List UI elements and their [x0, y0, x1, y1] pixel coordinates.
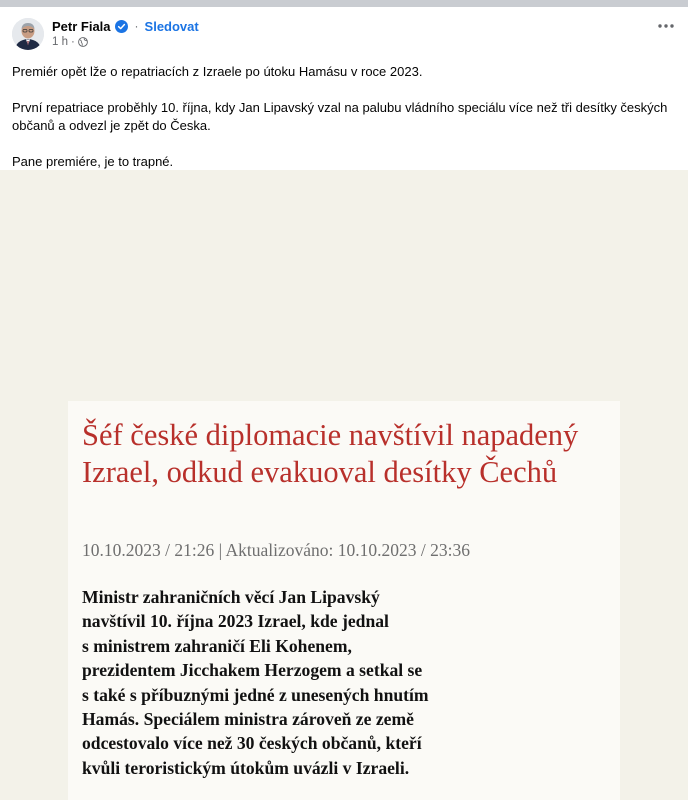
globe-icon[interactable] — [78, 37, 88, 47]
post-paragraph: První repatriace proběhly 10. října, kdy Jan Lipavský vzal na palubu vládního speciálu více než tři desítky českých občanů a odvezl je zpět do Česka. — [12, 100, 668, 133]
post-timestamp[interactable]: 1 h — [52, 36, 68, 48]
verified-badge-icon — [115, 20, 128, 33]
follow-button[interactable]: Sledovat — [144, 18, 199, 34]
separator-dot: · — [134, 19, 139, 33]
avatar-image — [12, 18, 44, 50]
article-headline: Šéf české diplomacie navštívil napadený Izrael, odkud evakuoval desítky Čechů — [82, 418, 579, 489]
post-paragraph: Pane premiére, je to trapné. — [12, 154, 174, 169]
more-options-icon[interactable] — [654, 17, 678, 35]
author-name[interactable]: Petr Fiala — [52, 18, 111, 34]
post-paragraph: Premiér opět lže o repatriacích z Izraele po útoku Hamásu v roce 2023. — [12, 64, 423, 79]
article-lead — [82, 585, 592, 780]
facebook-post — [0, 7, 688, 170]
top-divider — [0, 0, 688, 7]
avatar[interactable] — [12, 18, 44, 50]
lead-line: Ministr zahraničních věcí Jan Lipavský — [82, 587, 380, 607]
meta-separator: · — [71, 36, 75, 48]
lead-line: Hamás. Speciálem ministra zároveň ze země — [82, 709, 414, 730]
article-screenshot-image[interactable] — [68, 401, 620, 800]
post-header — [52, 17, 199, 35]
article-dateline: 10.10.2023 / 21:26 | Aktualizováno: 10.10.2023 / 23:36 — [82, 540, 470, 560]
lead-line: navštívil 10. října 2023 Izrael, kde jednal — [82, 611, 389, 632]
lead-line: s také s příbuznými jedné z unesených hnutím — [82, 684, 429, 705]
lead-line: prezidentem Jicchakem Herzogem a setkal se — [82, 660, 423, 681]
lead-line: s ministrem zahraničí Eli Kohenem, — [82, 635, 352, 656]
post-text — [12, 63, 676, 189]
lead-line: odcestovalo více než 30 českých občanů, kteří — [82, 733, 422, 754]
lead-line: kvůli teroristickým útokům uvázli v Izraeli. — [82, 757, 410, 778]
post-meta — [52, 36, 88, 48]
